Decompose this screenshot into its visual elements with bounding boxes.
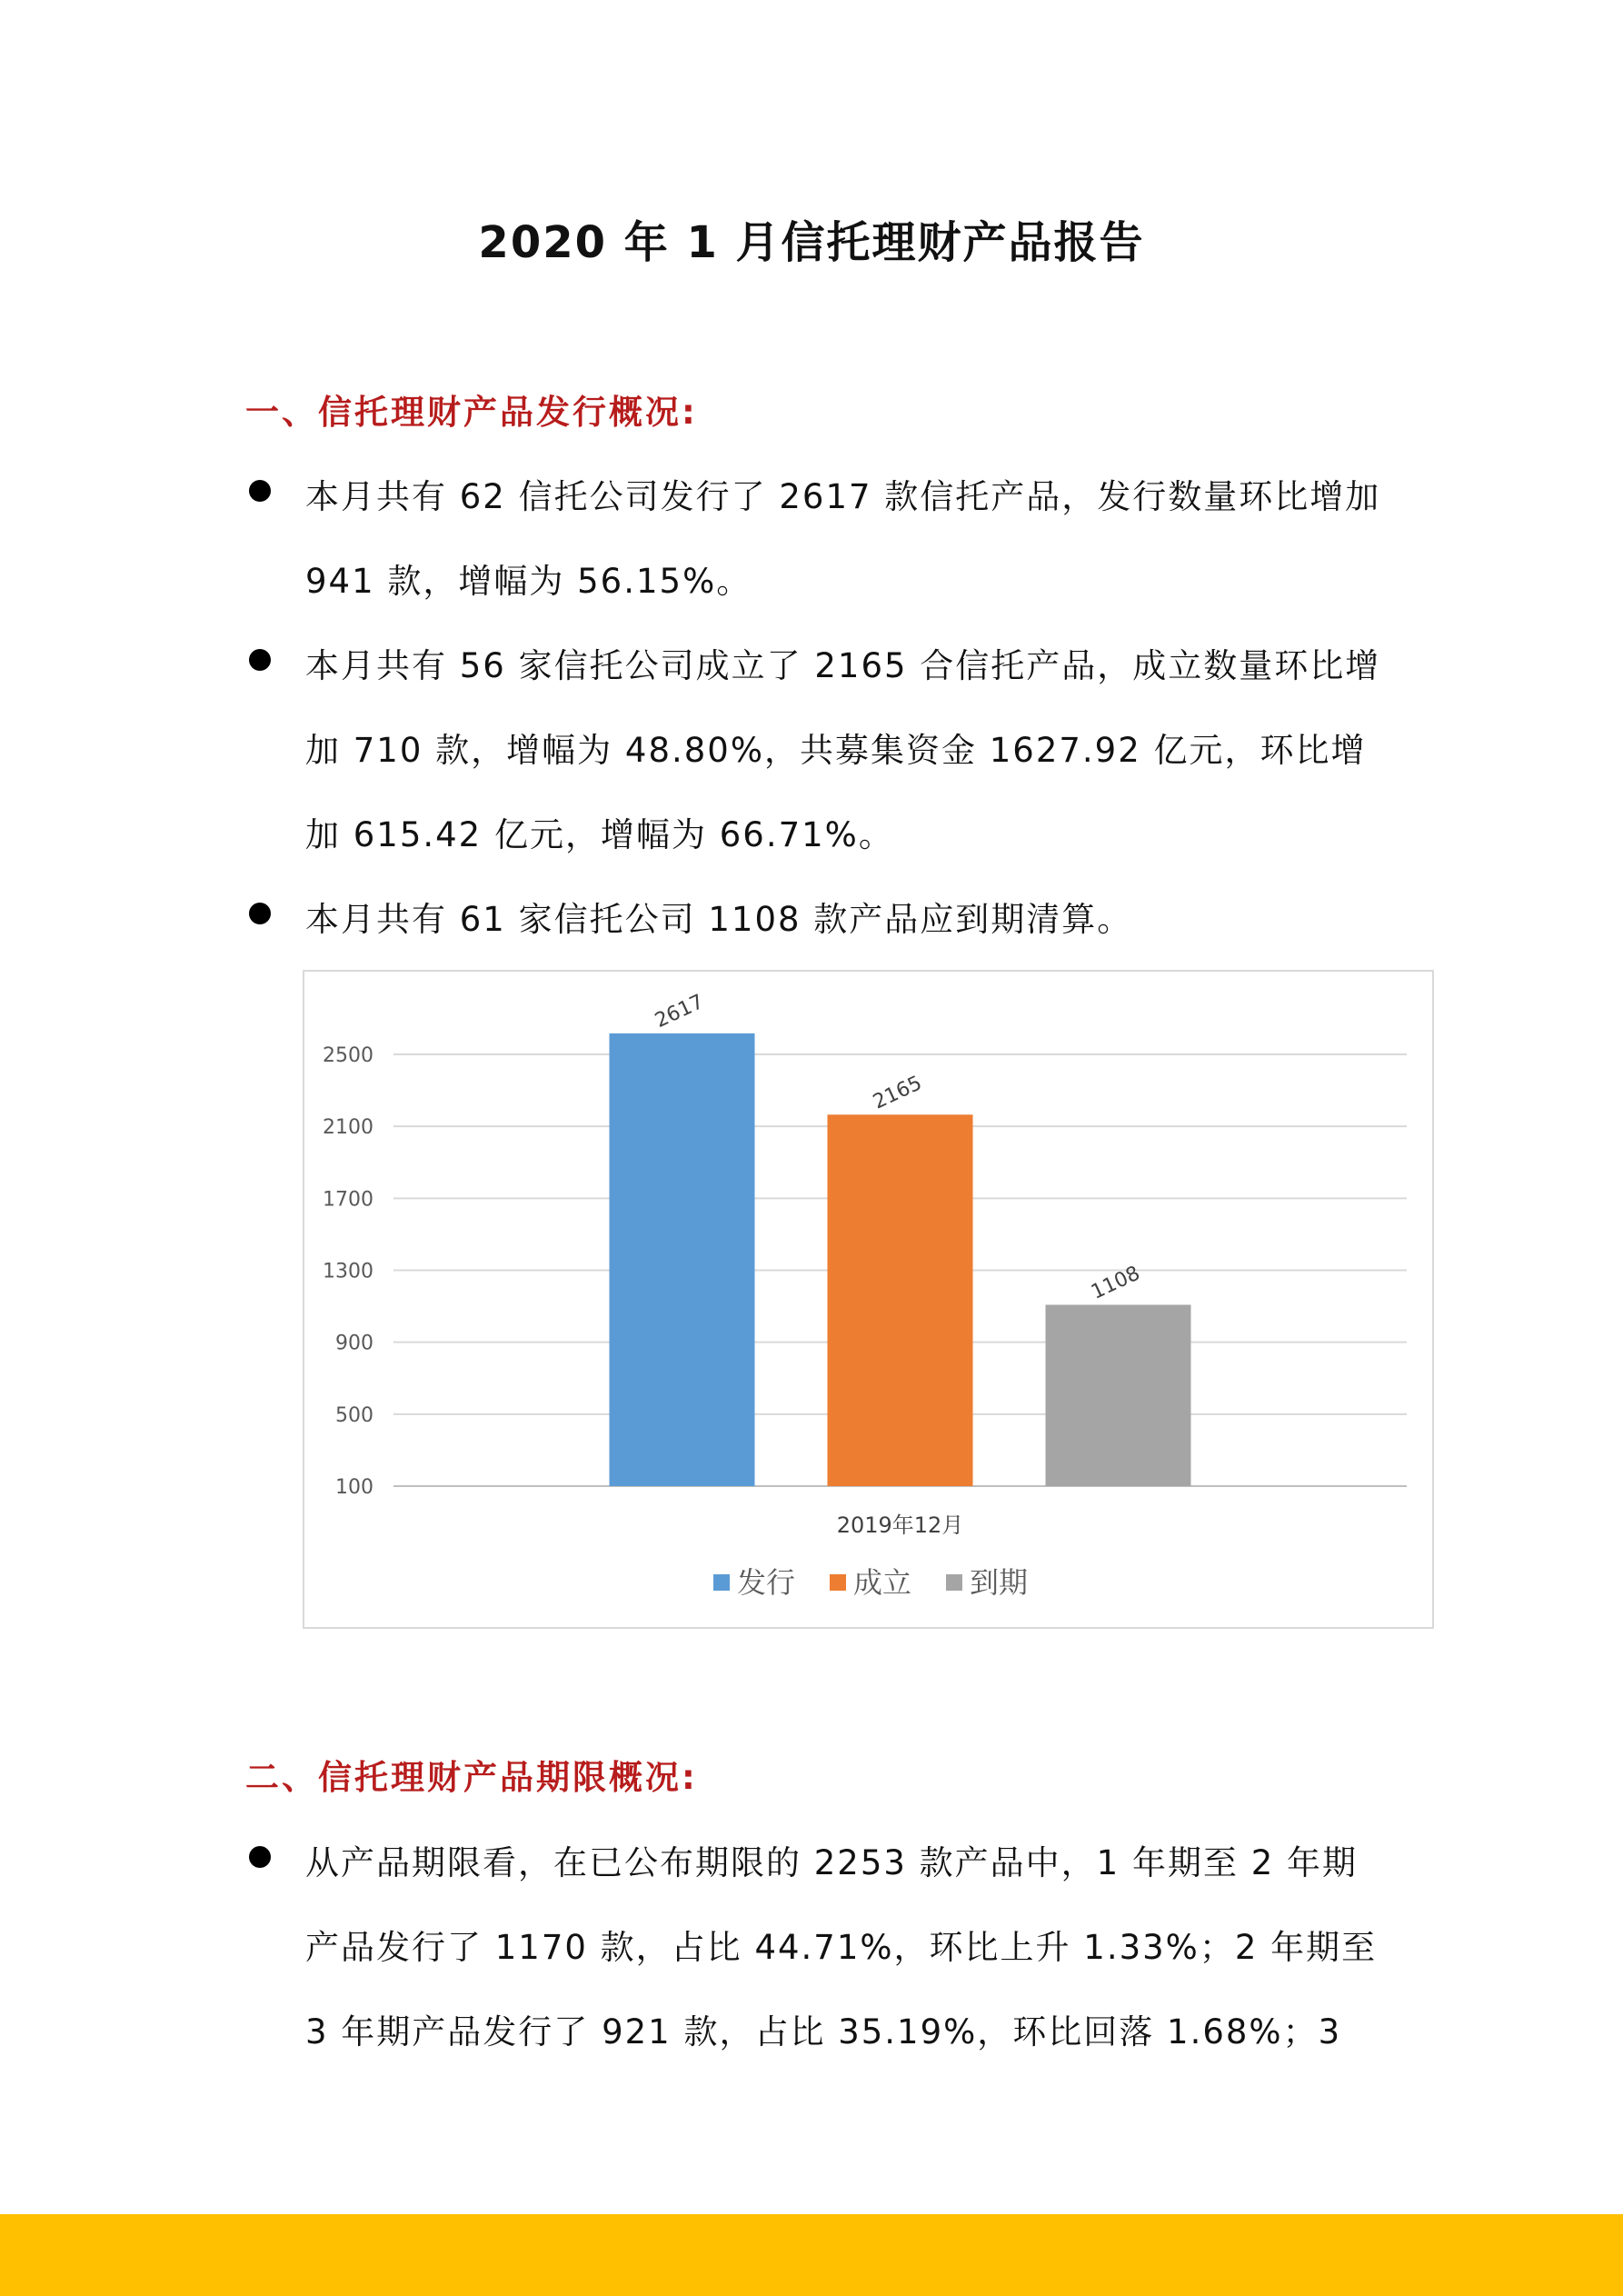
y-tick-label: 1300 — [323, 1260, 373, 1283]
bullet-term — [245, 1821, 1390, 2074]
footer-bar — [0, 2214, 1623, 2296]
data-label: 2617 — [652, 990, 708, 1033]
y-tick-label: 900 — [335, 1332, 373, 1355]
legend-swatch — [713, 1574, 730, 1591]
bullet-issuance — [245, 454, 1390, 624]
bullet-text: 本月共有 62 信托公司发行了 2617 款信托产品，发行数量环比增加 941 款，增幅为 56.15%。 — [305, 477, 1381, 601]
page-title: 2020 年 1 月信托理财产品报告 — [478, 217, 1145, 268]
bullet-maturity — [245, 877, 1390, 962]
bar-1 — [610, 1033, 755, 1486]
y-tick-label: 100 — [335, 1476, 373, 1499]
bullet-dot-icon — [249, 649, 271, 671]
bullet-text: 从产品期限看，在已公布期限的 2253 款产品中，1 年期至 2 年期产品发行了 1170 款，占比 44.71%，环比上升 1.33%；2 年期至 3 年期产品发行了 921 款，占比 35.19%，环比回落 1.68%；3 — [305, 1843, 1378, 2051]
y-tick-label: 1700 — [323, 1188, 373, 1212]
bullet-dot-icon — [249, 903, 271, 924]
bar-chart — [303, 970, 1434, 1629]
y-tick-label: 2500 — [323, 1044, 373, 1067]
data-label: 2165 — [870, 1072, 926, 1114]
legend-swatch — [830, 1574, 846, 1591]
y-tick-label: 500 — [335, 1403, 373, 1427]
bar-2 — [828, 1114, 973, 1486]
chart-svg — [304, 972, 1436, 1631]
data-label: 1108 — [1088, 1262, 1144, 1304]
x-category-label: 2019年12月 — [836, 1512, 964, 1538]
legend-swatch — [946, 1574, 962, 1591]
legend-label: 到期 — [970, 1565, 1029, 1600]
legend-label: 发行 — [737, 1565, 796, 1600]
legend-label: 成立 — [853, 1565, 912, 1600]
y-tick-label: 2100 — [323, 1116, 373, 1140]
bullet-text: 本月共有 56 家信托公司成立了 2165 合信托产品，成立数量环比增加 710 款，增幅为 48.80%，共募集资金 1627.92 亿元，环比增加 615.42 亿元，增幅为 66.71%。 — [305, 646, 1381, 854]
section-heading-term: 二、信托理财产品期限概况: — [245, 1758, 698, 1797]
bullet-dot-icon — [249, 480, 271, 502]
bullet-dot-icon — [249, 1846, 271, 1868]
bullet-text: 本月共有 61 家信托公司 1108 款产品应到期清算。 — [305, 900, 1133, 939]
bar-3 — [1046, 1305, 1191, 1487]
section-heading-issuance: 一、信托理财产品发行概况: — [245, 393, 698, 432]
bullet-established — [245, 624, 1390, 877]
